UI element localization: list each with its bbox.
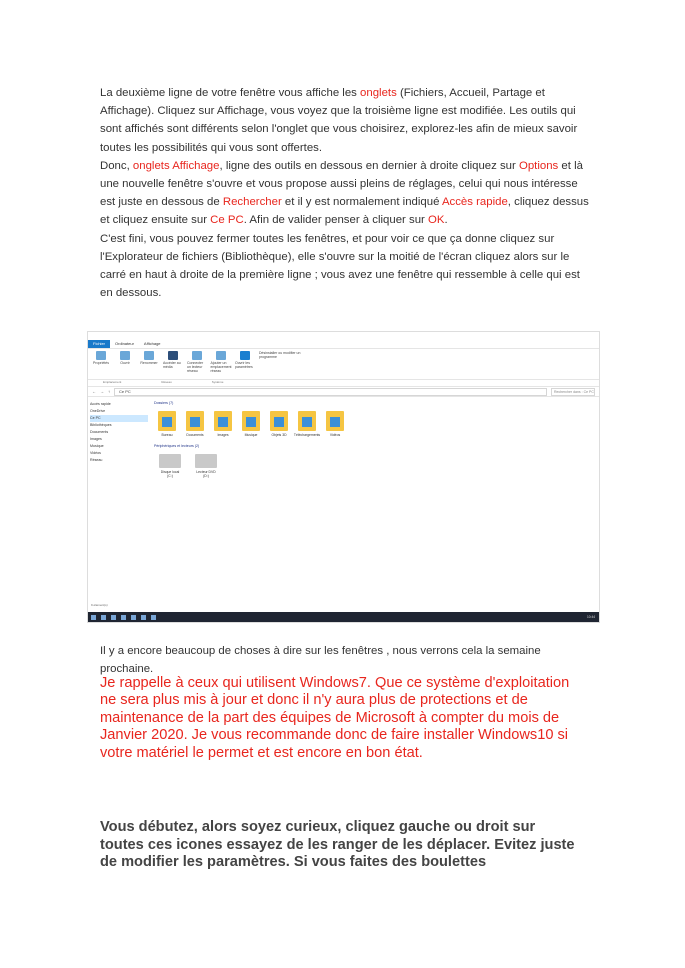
- group-label: Emplacement: [103, 380, 122, 384]
- dvd-drive-icon: [195, 454, 217, 468]
- folder-label: Images: [217, 433, 229, 437]
- intro-paragraph: [100, 84, 590, 302]
- tab-fichier: Fichier: [88, 340, 110, 348]
- section-header: Périphériques et lecteurs (2): [154, 444, 200, 448]
- taskbar: [88, 612, 599, 622]
- ribbon-label: Ouvrir: [120, 361, 130, 365]
- media-icon: [168, 351, 178, 360]
- folder-label: Documents: [186, 433, 204, 437]
- folder-icon: [186, 411, 204, 431]
- folder-icon: [326, 411, 344, 431]
- start-icon: [91, 615, 96, 620]
- followup-paragraph: Il y a encore beaucoup de choses à dire sur les fenêtres , nous verrons cela la semaine prochaine.: [100, 645, 541, 676]
- ribbon-label: Désinstaller ou modifier un programme: [259, 351, 301, 359]
- ribbon-tabs: [88, 340, 599, 349]
- text-run: (Fichiers, Accueil, Partage et Affichage). Cliquez sur Affichage, vous voyez que la troisième ligne est modifiée. Les outils qui sont affichés sont différents selon l'onglet que vous choisirez, explorez-les afin de mieux savoir toutes les possibilités qui vous sont offertes.: [100, 87, 578, 154]
- folder-icon: [242, 411, 260, 431]
- folder-icon: [214, 411, 232, 431]
- folder-label: Bureau: [161, 433, 173, 437]
- nav-item: Musique: [90, 444, 104, 448]
- clock: 10:44: [587, 615, 595, 619]
- ribbon-button: [163, 351, 183, 369]
- content-pane: [150, 397, 599, 617]
- highlight-onglets: onglets: [360, 87, 397, 99]
- store-icon: [141, 615, 146, 620]
- status-bar: 9 élément(s): [91, 603, 108, 607]
- file-explorer-icon: [131, 615, 136, 620]
- ribbon-label: Ajouter un emplacement réseau: [210, 361, 232, 373]
- back-arrow-icon: ←: [92, 389, 96, 394]
- search-box: Rechercher dans : Ce PC: [551, 388, 595, 396]
- highlight-ok: OK: [427, 214, 445, 227]
- explorer-body: [88, 397, 599, 617]
- ribbon-toolbar: [88, 349, 599, 380]
- ribbon-button: [139, 351, 159, 365]
- folder-item: [293, 411, 321, 437]
- text-run: .: [444, 214, 448, 227]
- address-bar: Ce PC: [114, 388, 547, 396]
- folder-label: Vidéos: [329, 433, 341, 437]
- up-arrow-icon: ↑: [108, 389, 110, 394]
- text-run: et il y est normalement indiqué: [281, 196, 442, 209]
- nav-item-selected: Ce PC: [90, 415, 148, 422]
- folder-item: [184, 411, 206, 437]
- highlight-ce-pc: Ce PC: [210, 214, 244, 227]
- ribbon-button: [211, 351, 231, 373]
- explorer-screenshot: [87, 331, 600, 623]
- highlight-acces-rapide: Accès rapide: [441, 196, 508, 209]
- window-titlebar: [88, 332, 599, 340]
- folder-label: Objets 3D: [271, 433, 287, 437]
- tab-affichage: Affichage: [143, 341, 161, 346]
- ribbon-label: Propriétés: [93, 361, 109, 365]
- nav-item: Bibliothèques: [90, 423, 112, 427]
- open-icon: [120, 351, 130, 360]
- drive-label: Disque local (C:): [160, 470, 180, 478]
- nav-item: Réseau: [90, 458, 103, 462]
- network-drive-icon: [192, 351, 202, 360]
- text-run: C'est fini, vous pouvez fermer toutes les fenêtres, et pour voir ce que ça donne cliquez sur l'Explorateur de fichiers (Bibliothèque), elle s'ouvre sur la moitié de l'écran cliquez alors sur le carré en haut à droite de la première ligne ; vous avez une fenêtre qui ressemble à celle qui est en dessous.: [100, 232, 580, 300]
- network-location-icon: [216, 351, 226, 360]
- text-run: . Afin de valider penser à cliquer sur: [243, 214, 428, 227]
- edge-icon: [121, 615, 126, 620]
- nav-item: Documents: [90, 430, 109, 434]
- section-header: Dossiers (7): [154, 401, 174, 405]
- drive-item: [194, 454, 218, 478]
- ribbon-button: [259, 351, 319, 359]
- search-icon: [101, 615, 106, 620]
- ribbon-label: Connecter un lecteur réseau: [187, 361, 204, 373]
- nav-item: Accès rapide: [90, 402, 111, 406]
- text-run: et là une nouvelle fenêtre s'ouvre et vous propose aussi pleins de réglages, celui qui nous intéresse est juste en dessous de: [100, 159, 583, 209]
- folder-item: [268, 411, 290, 437]
- ribbon-label: Renommer: [140, 361, 158, 365]
- address-row: [88, 387, 599, 397]
- folder-item: [324, 411, 346, 437]
- drive-grid: [158, 454, 595, 478]
- nav-item: Images: [90, 437, 102, 441]
- folder-item: [240, 411, 262, 437]
- rename-icon: [144, 351, 154, 360]
- ribbon-button: [187, 351, 207, 373]
- ribbon-label: Accéder au média: [163, 361, 181, 369]
- drive-item: [158, 454, 182, 478]
- ribbon-button: [235, 351, 255, 369]
- folder-icon: [270, 411, 288, 431]
- highlight-rechercher: Rechercher: [222, 196, 282, 209]
- mail-icon: [151, 615, 156, 620]
- settings-icon: [240, 351, 250, 360]
- task-view-icon: [111, 615, 116, 620]
- highlight-options: Options: [518, 159, 559, 172]
- windows7-warning: Je rappelle à ceux qui utilisent Windows7. Que ce système d'exploitation ne sera plus mis à jour et donc il n'y aura plus de protections et de maintenance de la part des équipes de Microsoft à compter du mois de Janvier 2020. Je vous recommande donc de faire installer Windows10 si votre matériel le permet et est encore en bon état.: [100, 675, 570, 761]
- group-label: Système: [211, 380, 224, 384]
- folder-item: [212, 411, 234, 437]
- folder-label: Téléchargements: [293, 433, 321, 437]
- drive-label: Lecteur DVD (D:): [196, 470, 216, 478]
- text-run: Donc,: [100, 159, 133, 172]
- navigation-pane: [88, 397, 150, 617]
- hard-drive-icon: [159, 454, 181, 468]
- folder-icon: [298, 411, 316, 431]
- beginner-advice: Vous débutez, alors soyez curieux, cliquez gauche ou droit sur toutes ces icones essayez de les ranger de les déplacer. Evitez juste de modifier les paramètres. Si vous faites des boulettes: [100, 819, 575, 870]
- folder-label: Musique: [244, 433, 258, 437]
- ribbon-group-labels: [88, 380, 599, 387]
- ribbon-label: Ouvrir les paramètres: [235, 361, 253, 369]
- nav-item: Vidéos: [90, 451, 101, 455]
- folder-icon: [158, 411, 176, 431]
- text-run: , cliquez dessus et cliquez ensuite sur: [100, 196, 589, 227]
- folder-grid: [156, 411, 595, 437]
- nav-item: OneDrive: [90, 409, 106, 413]
- folder-item: [156, 411, 178, 437]
- ribbon-button: [115, 351, 135, 365]
- properties-icon: [96, 351, 106, 360]
- ribbon-button: [91, 351, 111, 365]
- forward-arrow-icon: →: [100, 389, 104, 394]
- text-run: , ligne des outils en dessous en dernier à droite cliquez sur: [219, 159, 519, 172]
- text-run: La deuxième ligne de votre fenêtre vous affiche les: [100, 87, 361, 99]
- tab-ordinateur: Ordinateur: [115, 341, 134, 346]
- highlight-onglets-affichage: onglets Affichage: [132, 159, 220, 172]
- group-label: Réseau: [161, 380, 172, 384]
